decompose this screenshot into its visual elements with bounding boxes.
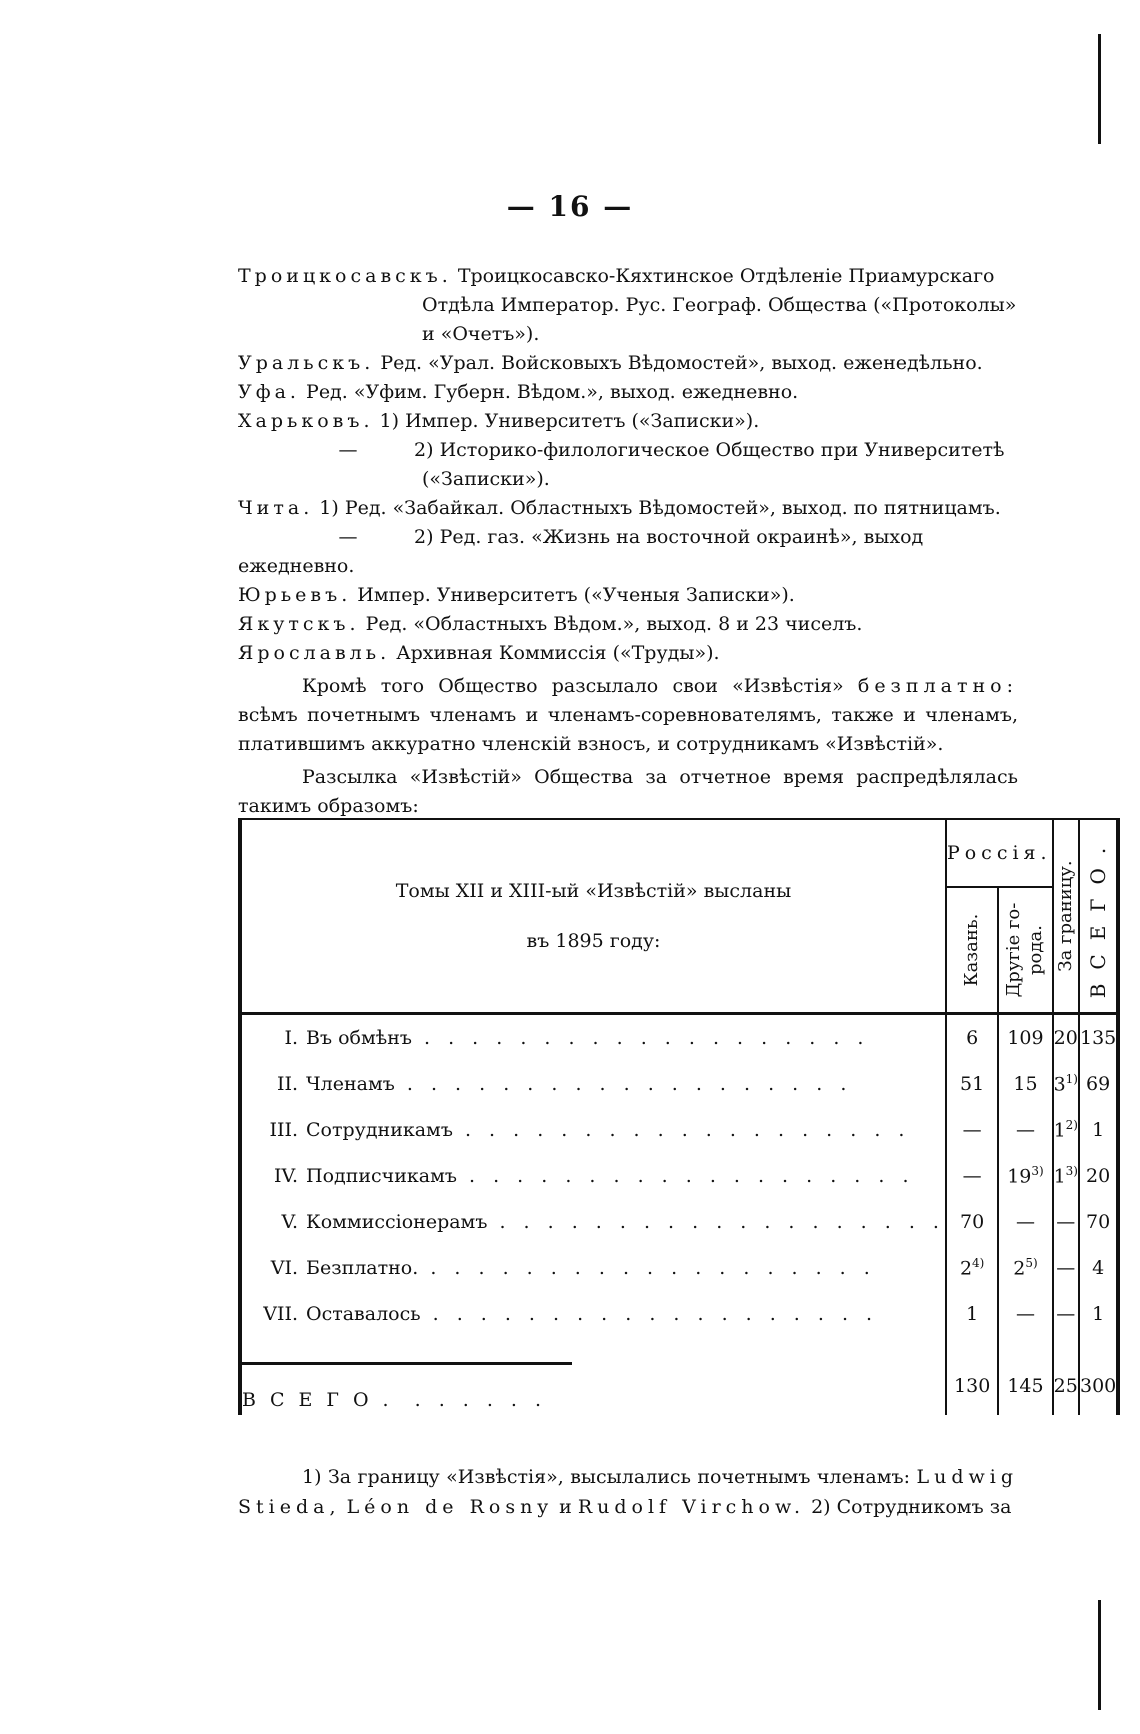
entry-text: Ред. «Областныхъ Вѣдом.», выход. 8 и 23 чиселъ. (365, 613, 863, 635)
footnote-conj: и (559, 1496, 572, 1518)
grand-total: 300 (1079, 1357, 1118, 1415)
row-label: V. Коммиссіонерамъ . . . . . . . . . . . . . . . . . . . (240, 1199, 946, 1245)
entry-continuation: («Записки»). (422, 468, 550, 490)
list-entry (238, 610, 1018, 639)
list-entry (238, 349, 1018, 378)
cell-total: 70 (1079, 1199, 1118, 1245)
cell-total: 135 (1079, 1014, 1118, 1062)
cell-other-cities: 109 (998, 1014, 1052, 1062)
table-row (240, 1014, 1118, 1062)
stub-header (240, 819, 946, 1014)
cell-kazan: 51 (946, 1061, 998, 1107)
list-entry (238, 581, 1018, 610)
entry-city: Уфа. (238, 381, 300, 403)
stub-header-line1: Томы XII и XIII-ый «Извѣстій» высланы (395, 880, 792, 902)
col-header-kazan: Казань. (946, 887, 998, 1014)
cell-other-cities: — (998, 1107, 1052, 1153)
cell-other-cities: 15 (998, 1061, 1052, 1107)
entry-city: Чита. (238, 497, 314, 519)
cell-total: 20 (1079, 1153, 1118, 1199)
cell-other-cities: — (998, 1199, 1052, 1245)
row-label: IV. Подписчикамъ . . . . . . . . . . . . . . . . . . . (240, 1153, 946, 1199)
group-header-russia: Россія. (946, 819, 1053, 887)
entry-city: Якутскъ. (238, 613, 360, 635)
footnote-name-stieda: Ludwig Stieda, (238, 1466, 1018, 1518)
footnote-name-virchow: Rudolf Virchow. (577, 1496, 806, 1518)
row-label: I. Въ обмѣнъ . . . . . . . . . . . . . . . . . . . (240, 1014, 946, 1062)
cell-kazan: 6 (946, 1014, 998, 1062)
cell-abroad: — (1053, 1245, 1079, 1291)
entry-city: Троицкосавскъ. (238, 265, 452, 287)
entry-text: Архивная Коммиссія («Труды»). (396, 642, 720, 664)
cell-kazan: 2$^{4)}$ (946, 1245, 998, 1291)
footnote-name-rosny: Léon de Rosny (346, 1496, 554, 1518)
total-abroad: 25 (1053, 1357, 1079, 1415)
cell-kazan: 70 (946, 1199, 998, 1245)
cell-abroad: 20 (1053, 1014, 1079, 1062)
distribution-list (238, 262, 1018, 821)
footnote-part2: 2) Сотрудникомъ за (811, 1496, 1012, 1518)
distribution-table (238, 818, 1120, 1415)
list-entry (238, 494, 1018, 523)
total-other-cities: 145 (998, 1357, 1052, 1415)
entry-dash: — (338, 439, 358, 461)
cell-abroad: — (1053, 1199, 1079, 1245)
scan-edge-bottom (1098, 1600, 1101, 1710)
page-number: — 16 — (506, 190, 634, 223)
cell-abroad: 1$^{3)}$ (1053, 1153, 1079, 1199)
table-row (240, 1245, 1118, 1291)
footnote-part1: 1) За границу «Извѣстія», высылались почетнымъ членамъ: (302, 1466, 911, 1488)
entry-text: 2) Ред. газ. «Жизнь на восточной окраинѣ», выход ежедневно. (238, 526, 924, 577)
paragraph-free-distribution: Кромѣ того Общество разсылало свои «Извѣстія» безплатно: всѣмъ почетнымъ членамъ и членамъ-соревнователямъ, также и членамъ, платившимъ аккуратно членскій взносъ, и сотрудникамъ «Извѣстій». (238, 675, 1018, 755)
list-entry (238, 436, 1018, 494)
table-row (240, 1153, 1118, 1199)
scan-edge-top (1098, 34, 1101, 144)
table-row (240, 1291, 1118, 1337)
cell-other-cities: 2$^{5)}$ (998, 1245, 1052, 1291)
cell-total: 1 (1079, 1107, 1118, 1153)
entry-continuation: Отдѣла Император. Рус. Географ. Общества («Протоколы» (422, 294, 1017, 316)
cell-total: 1 (1079, 1291, 1118, 1337)
row-label: VI. Безплатно. . . . . . . . . . . . . . . . . . . . (240, 1245, 946, 1291)
entry-text: 1) Ред. «Забайкал. Областныхъ Вѣдомостей», выход. по пятницамъ. (319, 497, 1001, 519)
entry-city: Уральскъ. (238, 352, 375, 374)
total-kazan: 130 (946, 1357, 998, 1415)
entry-text: 1) Импер. Университетъ («Записки»). (379, 410, 760, 432)
list-entry (238, 378, 1018, 407)
entry-text: Ред. «Урал. Войсковыхъ Вѣдомостей», выход. еженедѣльно. (380, 352, 983, 374)
cell-abroad: 3$^{1)}$ (1053, 1061, 1079, 1107)
col-header-total: ВСЕГО. (1079, 819, 1118, 1014)
row-label: III. Сотрудникамъ . . . . . . . . . . . . . . . . . . . (240, 1107, 946, 1153)
total-label: ВСЕГО. . . . . . . (240, 1357, 946, 1415)
table-row (240, 1199, 1118, 1245)
entry-text: 2) Историко-филологическое Общество при Университетѣ (414, 439, 1005, 461)
cell-total: 4 (1079, 1245, 1118, 1291)
cell-kazan: 1 (946, 1291, 998, 1337)
entry-city: Юрьевъ. (238, 584, 352, 606)
footnote (238, 1462, 1018, 1522)
list-entry (238, 639, 1018, 668)
entry-text: Троицкосавско-Кяхтинское Отдѣленіе Приамурскаго (457, 265, 995, 287)
paragraph-distribution-intro: Разсылка «Извѣстій» Общества за отчетное время распредѣлялась такимъ образомъ: (238, 766, 1018, 817)
cell-other-cities: — (998, 1291, 1052, 1337)
cell-other-cities: 19$^{3)}$ (998, 1153, 1052, 1199)
list-entry (238, 262, 1018, 349)
cell-abroad: 1$^{2)}$ (1053, 1107, 1079, 1153)
list-entry (238, 407, 1018, 436)
entry-city: Ярославль. (238, 642, 391, 664)
entry-text: Ред. «Уфим. Губерн. Вѣдом.», выход. ежедневно. (306, 381, 799, 403)
total-row (240, 1357, 1118, 1415)
cell-abroad: — (1053, 1291, 1079, 1337)
list-entry (238, 523, 1018, 581)
entry-city: Харьковъ. (238, 410, 374, 432)
cell-kazan: — (946, 1153, 998, 1199)
entry-dash: — (338, 526, 358, 548)
col-header-abroad: За границу. (1053, 819, 1079, 1014)
entry-text: Импер. Университетъ («Ученыя Записки»). (357, 584, 795, 606)
cell-kazan: — (946, 1107, 998, 1153)
entry-continuation: и «Очетъ»). (422, 323, 540, 345)
row-label: VII. Оставалось . . . . . . . . . . . . . . . . . . . (240, 1291, 946, 1337)
row-label: II. Членамъ . . . . . . . . . . . . . . . . . . . (240, 1061, 946, 1107)
col-header-other-cities: Другіе го- рода. (998, 887, 1052, 1014)
table-row (240, 1061, 1118, 1107)
stub-header-line2: въ 1895 году: (526, 930, 661, 952)
cell-total: 69 (1079, 1061, 1118, 1107)
table-row (240, 1107, 1118, 1153)
